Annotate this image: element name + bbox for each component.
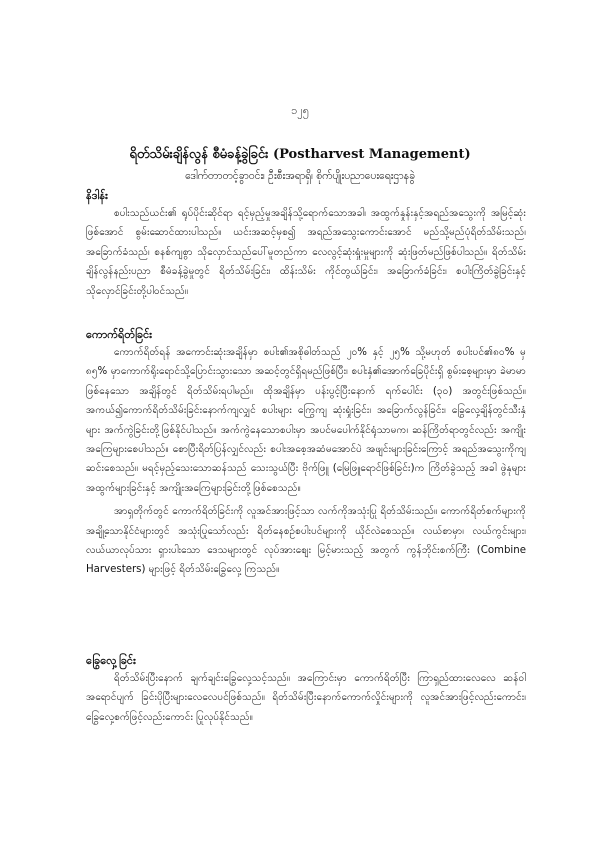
page-number: ၁၂၅ xyxy=(291,104,309,117)
paragraph: ရိတ်သိမ်းပြီးနောက် ချက်ချင်းခြွေလှေ့သင့်သည်။ အကြောင်းမှာ ကောက်ရိတ်ပြီး ကြာရှည်ထားလေလေ ဆန်ဝါအရောင်ပျက် ခြင်းပိုပြီးများလေလေပင်ဖြစ်သည်။ ရိတ်သိမ်းပြီးနောက်ကောက်လှိုင်းများကို လူအင်အားဖြင့်လည်းကောင်း၊ ခြွေလှေ့စက်ဖြင့်လည်းကောင်း ပြုလုပ်နိုင်သည်။ xyxy=(86,673,526,723)
document-title: ရိတ်သိမ်းချိန်လွန် စီမံခန့်ခွဲခြင်း (Postharvest Management) xyxy=(129,147,471,162)
section-heading: ကောက်ရိတ်ခြင်း xyxy=(86,328,152,341)
section-harvesting xyxy=(86,327,526,580)
paragraph: ကောက်ရိတ်ရန် အကောင်းဆုံးအချိန်မှာ စပါး၏အစိုဓါတ်သည် ၂၀% နှင့် ၂၅% သို့မဟုတ် စပါးပင်၏၈၀% မှ ၈၅% မှာကောက်ရိုးရောင်သို့ပြောင်းသွားသော အဆင့်တွင်ရှိရမည်ဖြစ်ပြီး၊ စပါးနှံ၏အောက်ခြေပိုင်းရှိ စွမ်းစေ့များမှာ ခဲမာမာဖြစ်နေသော အချိန်တွင် ရိတ်သိမ်းရပါမည်။ ထိုအချိန်မှာ ပန်းပွင့်ပြီးနောက် ရက်ပေါင်း (၃၀) အတွင်းဖြစ်သည်။ အကယ်၍ကောက်ရိတ်သိမ်းခြင်းနောက်ကျလျှင် စပါးများ ကြွေကျ ဆုံးရှုံးခြင်း၊ အခြောက်လွန်ခြင်း၊ ခြွေလှေ့ချိန်တွင်သီးနှံများ အက်ကွဲခြင်းတို့ဖြစ်နိုင်ပါသည်။ အက်ကွဲနေသောစပါးမှာ အပင်မပေါက်နိုင်ရုံသာမက၊ ဆန်ကြိတ်ရာတွင်လည်း အကျိုးအကြေများစေပါသည်။ စောပြီးရိတ်ပြန်လျှင်လည်း စပါးအစေ့အဆံမအောင်ပဲ အဖျင်းများခြင်းကြောင့် အရည်အသွေးကိုကျဆင်းစေသည်။ မရင့်မှည့်သေးသောဆန်သည် သေးသွယ်ပြီး ဗိုက်ဖြူ (မြေဖြူရောင်ဖြစ်ခြင်း)က ကြိတ်ခွဲသည့် အခါ ဖွဲနုများအထွက်များခြင်းနှင့် အကျိုးအကြေများခြင်းတို့ဖြစ်စေသည်။ xyxy=(86,347,526,494)
section-threshing xyxy=(86,653,526,727)
document-author: ဒေါက်တာတင့်ခွာဝင်း၊ ဦးစီးအရာရှိ၊ စိုက်ပျိုးပညာပေးရေးဌာနခွဲ xyxy=(185,170,415,182)
paragraph: စပါးသည်ယင်း၏ ရုပ်ပိုင်းဆိုင်ရာ ရင့်မှည့်မှုအချိန်သို့ရောက်သောအခါ၊ အထွက်နှုန်းနှင့်အရည်အသွေးကို အမြင့်ဆုံးဖြစ်အောင် စွမ်းဆောင်ထားပါသည်။ ယင်းအဆင့်မှစ၍ အရည်အသွေးကောင်းအောင် မည်သို့မည်ပုံရိတ်သိမ်းသည်၊ အခြောက်ခံသည်၊ စနစ်ကျစွာ သိုလှောင်သည်ပေါ်မူတည်ကာ လေလွင့်ဆုံးရှုံးမှုများကို ဆုံးဖြတ်မည်ဖြစ်ပါသည်။ ရိတ်သိမ်းချိန်လွန်နည်းပညာ စီမံခန့်ခွဲမှုတွင် ရိတ်သိမ်းခြင်း၊ ထိန်းသိမ်း ကိုင်တွယ်ခြင်း၊ အခြောက်ခံခြင်း၊ စပါးကြိတ်ခွဲခြင်းနှင့် သိုလှောင်ခြင်းတို့ပါဝင်သည်။ xyxy=(86,208,526,297)
section-heading: နိဒါန်း xyxy=(86,189,108,202)
paragraph: အာရှတိုက်တွင် ကောက်ရိတ်ခြင်းကို လူအင်အားဖြင့်သာ လက်ကိုအသုံးပြု ရိတ်သိမ်းသည်။ ကောက်ရိတ်စက်များကိုအချို့သောနိုင်ငံများတွင် အသုံးပြုသော်လည်း ရိတ်နေစဉ်စပါးပင်များကို ယိုင်လဲစေသည်။ လယ်စာမှာ၊ လယ်ကွင်းများ၊ လယ်ယာလုပ်သား ရှားပါးသော ဒေသများတွင် လုပ်အားစျေး မြင့်မားသည့် အတွက် ကွန်ဘိုင်းစက်ကြီး (Combine Harvesters) များဖြင့် ရိတ်သိမ်းခြွေလှေ့ ကြသည်။ xyxy=(86,506,526,576)
section-heading: ခြွေလှေ့ခြင်း xyxy=(86,654,136,667)
section-introduction xyxy=(86,188,526,301)
